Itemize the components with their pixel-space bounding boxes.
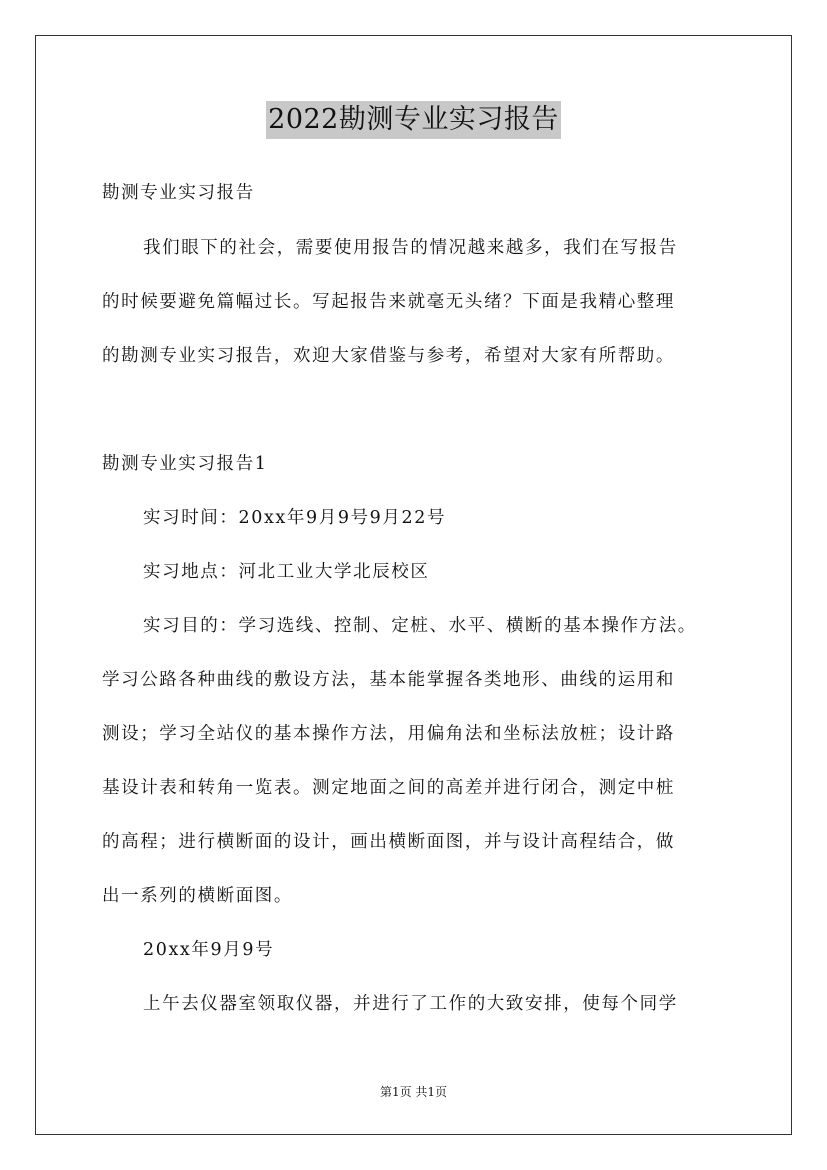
paragraph-line: 实习地点：河北工业大学北辰校区 — [143, 562, 430, 582]
paragraph-line: 的勘测专业实习报告，欢迎大家借鉴与参考，希望对大家有所帮助。 — [102, 346, 675, 366]
title-container — [0, 101, 827, 139]
paragraph-line: 上午去仪器室领取仪器，并进行了工作的大致安排，使每个同学 — [143, 994, 678, 1014]
paragraph-line: 基设计表和转角一览表。测定地面之间的高差并进行闭合，测定中桩 — [102, 778, 675, 798]
paragraph-line: 的高程；进行横断面的设计，画出横断面图，并与设计高程结合，做 — [102, 832, 675, 852]
paragraph-line: 实习目的：学习选线、控制、定桩、水平、横断的基本操作方法。 — [143, 616, 697, 636]
page-footer: 第1页 共1页 — [379, 1085, 448, 1099]
subtitle-line: 勘测专业实习报告 — [102, 183, 255, 203]
date-line: 20xx年9月9号 — [143, 940, 275, 960]
section-heading: 勘测专业实习报告1 — [102, 454, 268, 474]
paragraph-line: 的时候要避免篇幅过长。写起报告来就毫无头绪？下面是我精心整理 — [102, 292, 675, 312]
paragraph-line: 实习时间：20xx年9月9号9月22号 — [143, 508, 447, 528]
document-title: 2022勘测专业实习报告 — [266, 101, 561, 139]
paragraph-line: 我们眼下的社会，需要使用报告的情况越来越多，我们在写报告 — [143, 238, 678, 258]
paragraph-line: 出一系列的横断面图。 — [102, 886, 293, 906]
paragraph-line: 测设；学习全站仪的基本操作方法，用偏角法和坐标法放桩；设计路 — [102, 724, 675, 744]
paragraph-line: 学习公路各种曲线的敷设方法，基本能掌握各类地形、曲线的运用和 — [102, 670, 675, 690]
